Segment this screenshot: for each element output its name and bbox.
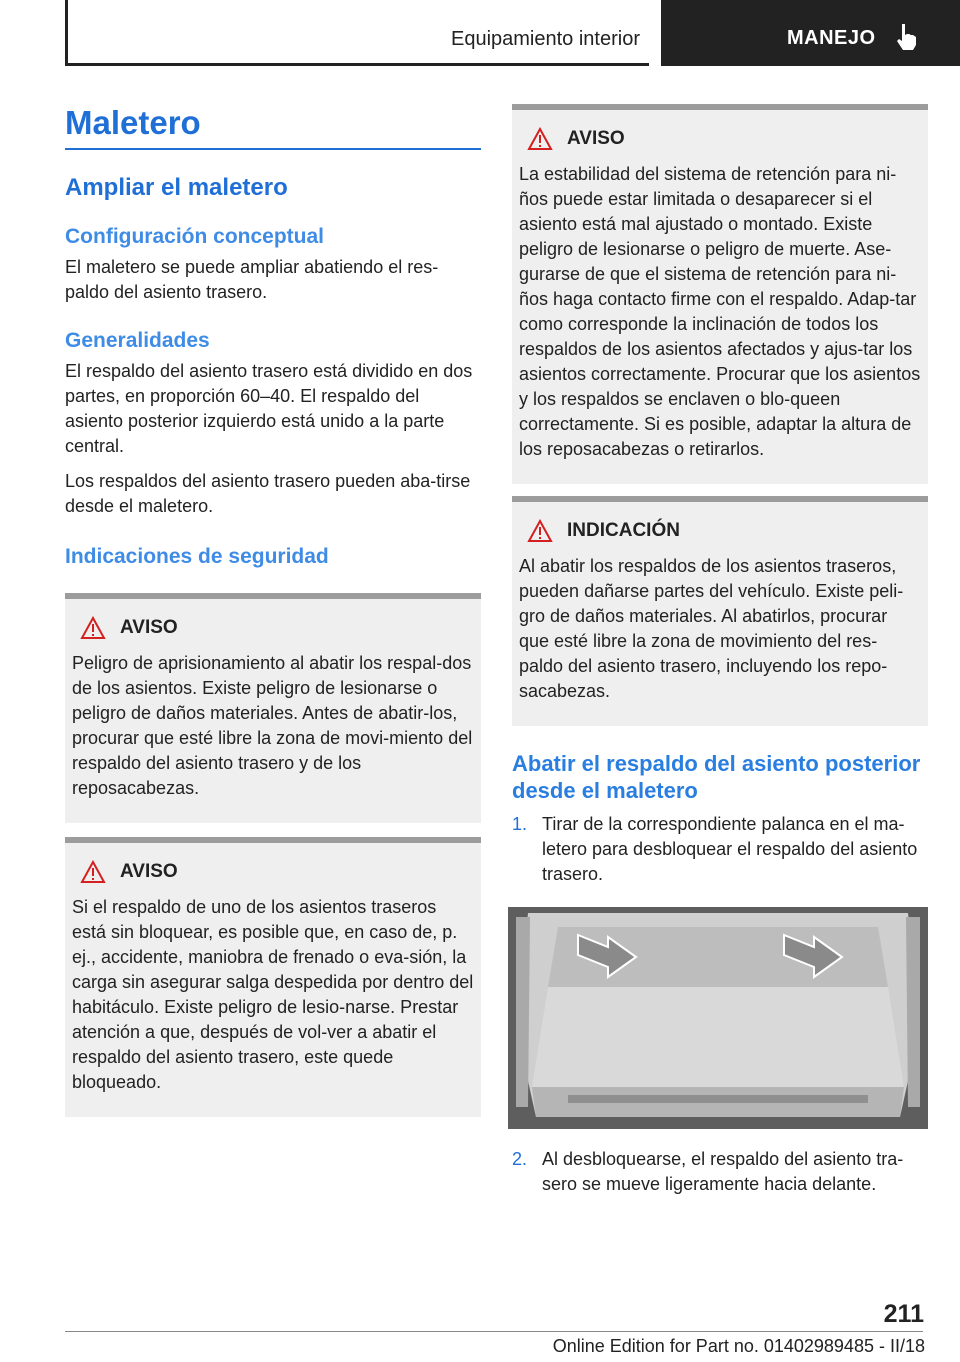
- fold-heading: Abatir el respaldo del asiento posterior desde el maletero: [512, 751, 921, 803]
- page-number: 211: [883, 1300, 924, 1328]
- concept-heading: Configuración conceptual: [65, 225, 325, 248]
- warning-box-header: [519, 124, 921, 154]
- step-text: Tirar de la correspondiente palanca en el ma-letero para desbloquear el respaldo del asiento trasero.: [542, 814, 918, 884]
- step-text: Al desbloquearse, el respaldo del asiento tra-sero se mueve ligeramente hacia delante.: [542, 1149, 904, 1194]
- warning-box-title: AVISO: [120, 861, 178, 882]
- step-number: 1.: [512, 814, 528, 834]
- general-paragraph-2: Los respaldos del asiento trasero pueden aba-tirse desde el maletero.: [65, 471, 471, 516]
- general-paragraph-1: El respaldo del asiento trasero está dividido en dos partes, en proporción 60–40. El respaldo del asiento posterior izquierdo está unido a la parte central.: [65, 361, 473, 456]
- warning-box-title: AVISO: [567, 128, 625, 149]
- footer-edition: Online Edition for Part no. 01402989485 - II/18: [552, 1336, 925, 1356]
- section-heading: Ampliar el maletero: [65, 174, 288, 201]
- safety-heading: Indicaciones de seguridad: [65, 545, 329, 568]
- warning-box-header: [72, 613, 474, 643]
- notice-box-header: [519, 516, 921, 546]
- notice-box: [512, 496, 928, 726]
- warning-triangle-icon: [80, 616, 106, 640]
- page-title: Maletero: [65, 104, 201, 141]
- header-section-title: Equipamiento interior: [451, 28, 640, 50]
- pointing-hand-icon: [893, 22, 923, 52]
- warning-triangle-icon: [80, 860, 106, 884]
- trunk-photo: [508, 907, 928, 1129]
- warning-box-text: Si el respaldo de uno de los asientos traseros está sin bloquear, es posible que, en caso de, p. ej., accidente, maniobra de frenado o eva-sión, la carga sin asegurar salga despedida por dentro del habitáculo. Existe peligro de lesio-narse. Prestar atención a que, después de vol-ver a abatir el respaldo del asiento trasero, este quede bloqueado.: [72, 897, 474, 1092]
- header-bottom-rule: [65, 63, 649, 66]
- warning-box-text: La estabilidad del sistema de retención para ni-ños puede estar limitada o desaparecer si el asiento está mal ajustado o montado. Existe peligro de lesionarse o peligro de muerte. Ase-gurarse de que el sistema de retención para ni-ños haga contacto firme con el respaldo. Adap-tar como corresponde la inclinación de todos los respaldos de los asientos afectados y ajus-tar los asientos correctamente. Procurar que los asientos y los respaldos se enclaven o blo-queen correctamente. Si es posible, adaptar la altura de los reposacabezas o retirarlos.: [519, 164, 921, 459]
- right-column: [512, 104, 928, 1197]
- warning-triangle-icon: [527, 519, 553, 543]
- general-heading: Generalidades: [65, 329, 210, 352]
- warning-box-1: [65, 593, 481, 823]
- concept-paragraph: El maletero se puede ampliar abatiendo el res-paldo del asiento trasero.: [65, 257, 439, 302]
- notice-box-title: INDICACIÓN: [567, 520, 680, 541]
- title-rule: [65, 148, 481, 150]
- header-left-rule: [65, 0, 68, 66]
- warning-box-title: AVISO: [120, 617, 178, 638]
- warning-box-text: Peligro de aprisionamiento al abatir los respal-dos de los asientos. Existe peligro de lesionarse o peligro de daños materiales. Antes de abatir-los, procurar que esté libre la zona de movi-miento del respaldo del asiento trasero y de los reposacabezas.: [72, 653, 473, 798]
- step-item: [512, 812, 928, 887]
- warning-box-3: [512, 104, 928, 484]
- step-number: 2.: [512, 1149, 528, 1169]
- header-chapter-label: MANEJO: [787, 27, 876, 49]
- footer-rule: [65, 1331, 923, 1332]
- warning-triangle-icon: [527, 127, 553, 151]
- warning-box-2: [65, 837, 481, 1117]
- trunk-illustration: [508, 907, 928, 1129]
- warning-box-header: [72, 857, 474, 887]
- header-chapter-tab[interactable]: [661, 0, 960, 66]
- left-column: [65, 98, 481, 1117]
- notice-box-text: Al abatir los respaldos de los asientos traseros, pueden dañarse partes del vehículo. Existe peli-gro de daños materiales. Al abatirlos, procurar que esté libre la zona de movimiento del res-paldo del asiento trasero, incluyendo los repo-sacabezas.: [519, 556, 904, 701]
- step-item: [512, 1147, 928, 1197]
